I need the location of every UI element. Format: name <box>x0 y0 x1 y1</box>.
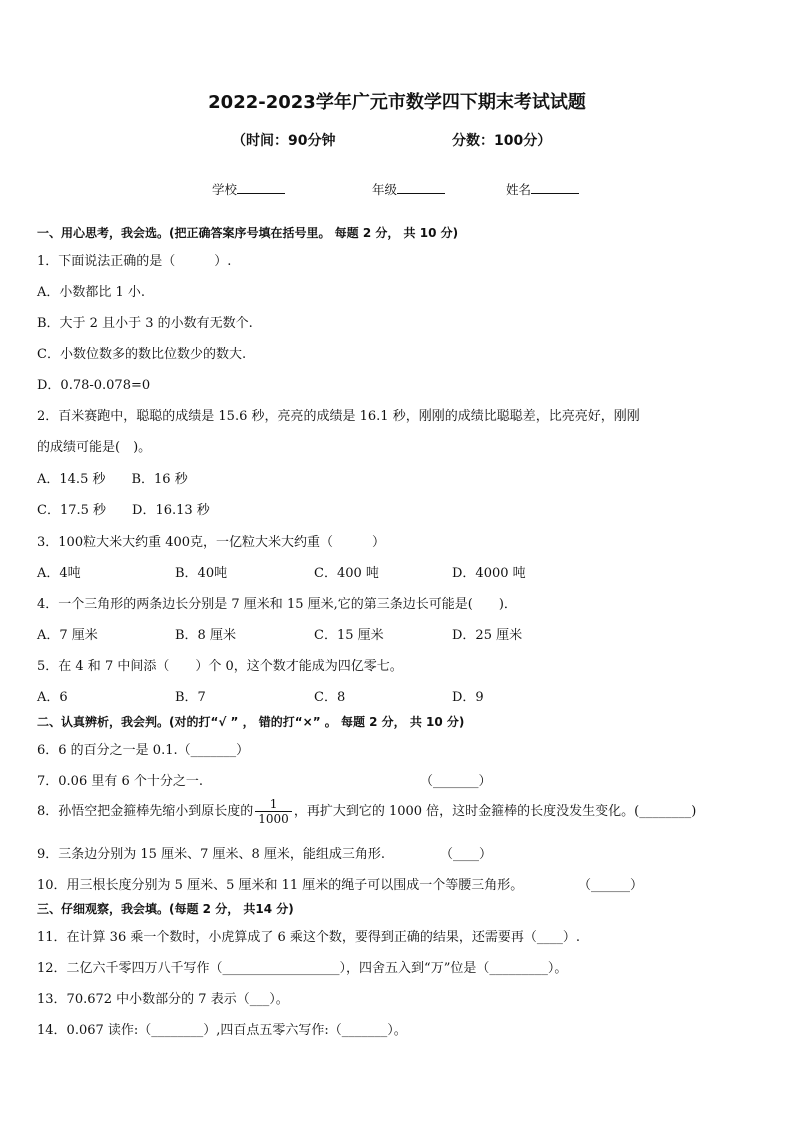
section-2-heading: 二、认真辨析，我会判。(对的打“√ ” ， 错的打“×” 。 每题 2 分， 共 10 分) <box>37 715 465 729</box>
q3-stem: 3．100粒大米大约重 400克，一亿粒大米大约重（ ） <box>37 535 386 550</box>
q7-answer-blank[interactable]: （_______） <box>420 774 492 789</box>
q12-line: 12．二亿六千零四万八千写作（__________________），四舍五入到“万”位是（_________）。 <box>37 961 568 976</box>
q6-line: 6．6 的百分之一是 0.1.（_______） <box>37 743 250 758</box>
q3-option-b: B．40吨 <box>175 566 228 581</box>
q3-option-c: C．400 吨 <box>314 566 379 581</box>
q7-stem: 7．0.06 里有 6 个十分之一. <box>37 774 204 789</box>
section-3-heading: 三、仔细观察，我会填。(每题 2 分， 共14 分) <box>37 902 294 916</box>
q1-option-a: A．小数都比 1 小. <box>37 285 146 300</box>
school-label: 学校 <box>212 182 238 197</box>
q3-option-a: A．4吨 <box>37 566 81 581</box>
q4-option-a: A．7 厘米 <box>37 628 98 643</box>
q4-stem: 4．一个三角形的两条边长分别是 7 厘米和 15 厘米,它的第三条边长可能是( )． <box>37 597 517 612</box>
grade-blank[interactable] <box>397 181 445 194</box>
q8-pre: 8．孙悟空把金箍棒先缩小到原长度的 <box>37 804 254 819</box>
q8-post: ，再扩大到它的 1000 倍，这时金箍棒的长度没发生变化。(________) <box>293 804 697 819</box>
school-field[interactable] <box>212 180 285 198</box>
q11-line: 11．在计算 36 乘一个数时，小虎算成了 6 乘这个数，要得到正确的结果，还需要再（____）. <box>37 930 581 945</box>
name-label: 姓名 <box>506 182 532 197</box>
q8-fraction-numerator: 1 <box>255 797 292 812</box>
q5-option-c: C．8 <box>314 690 346 705</box>
section-1-heading: 一、用心思考，我会选。(把正确答案序号填在括号里。 每题 2 分， 共 10 分) <box>37 226 459 240</box>
q8-line <box>37 797 696 826</box>
q4-option-c: C．15 厘米 <box>314 628 384 643</box>
q4-option-d: D．25 厘米 <box>452 628 523 643</box>
q13-line: 13．70.672 中小数部分的 7 表示（___）。 <box>37 992 289 1007</box>
name-blank[interactable] <box>531 181 579 194</box>
q1-option-c: C．小数位数多的数比位数少的数大. <box>37 347 247 362</box>
school-blank[interactable] <box>237 181 285 194</box>
q5-option-d: D．9 <box>452 690 484 705</box>
q5-option-b: B．7 <box>175 690 206 705</box>
q2-stem-line1: 2．百米赛跑中，聪聪的成绩是 15.6 秒，亮亮的成绩是 16.1 秒，刚刚的成绩比聪聪差，比亮亮好，刚刚 <box>37 409 640 424</box>
q9-stem: 9．三条边分别为 15 厘米、7 厘米、8 厘米，能组成三角形. <box>37 847 386 862</box>
grade-label: 年级 <box>372 182 398 197</box>
q1-stem: 1．下面说法正确的是（ ）. <box>37 254 232 269</box>
q2-options-cd: C．17.5 秒 D．16.13 秒 <box>37 503 210 518</box>
q14-line: 14．0.067 读作:（________）,四百点五零六写作:（_______）。 <box>37 1023 407 1038</box>
q1-option-b: B．大于 2 且小于 3 的小数有无数个. <box>37 316 253 331</box>
q10-answer-blank[interactable]: （______） <box>578 878 644 893</box>
q2-options-ab: A．14.5 秒 B．16 秒 <box>37 472 188 487</box>
q10-stem: 10．用三根长度分别为 5 厘米、5 厘米和 11 厘米的绳子可以围成一个等腰三角形。 <box>37 878 524 893</box>
score-label: 分数：100分） <box>452 133 552 149</box>
q5-option-a: A．6 <box>37 690 68 705</box>
q9-answer-blank[interactable]: （____） <box>440 847 493 862</box>
grade-field[interactable] <box>372 180 445 198</box>
q2-stem-line2: 的成绩可能是( )。 <box>37 440 152 455</box>
q4-option-b: B．8 厘米 <box>175 628 236 643</box>
q5-stem: 5．在 4 和 7 中间添（ ）个 0，这个数才能成为四亿零七。 <box>37 659 403 674</box>
name-field[interactable] <box>506 180 579 198</box>
q1-option-d: D．0.78-0.078=0 <box>37 378 151 393</box>
time-label: （时间：90分钟 <box>232 133 336 149</box>
page-title: 2022-2023学年广元市数学四下期末考试试题 <box>208 92 586 113</box>
q3-option-d: D．4000 吨 <box>452 566 526 581</box>
q8-fraction <box>255 797 292 826</box>
q8-fraction-denominator: 1000 <box>258 812 289 826</box>
